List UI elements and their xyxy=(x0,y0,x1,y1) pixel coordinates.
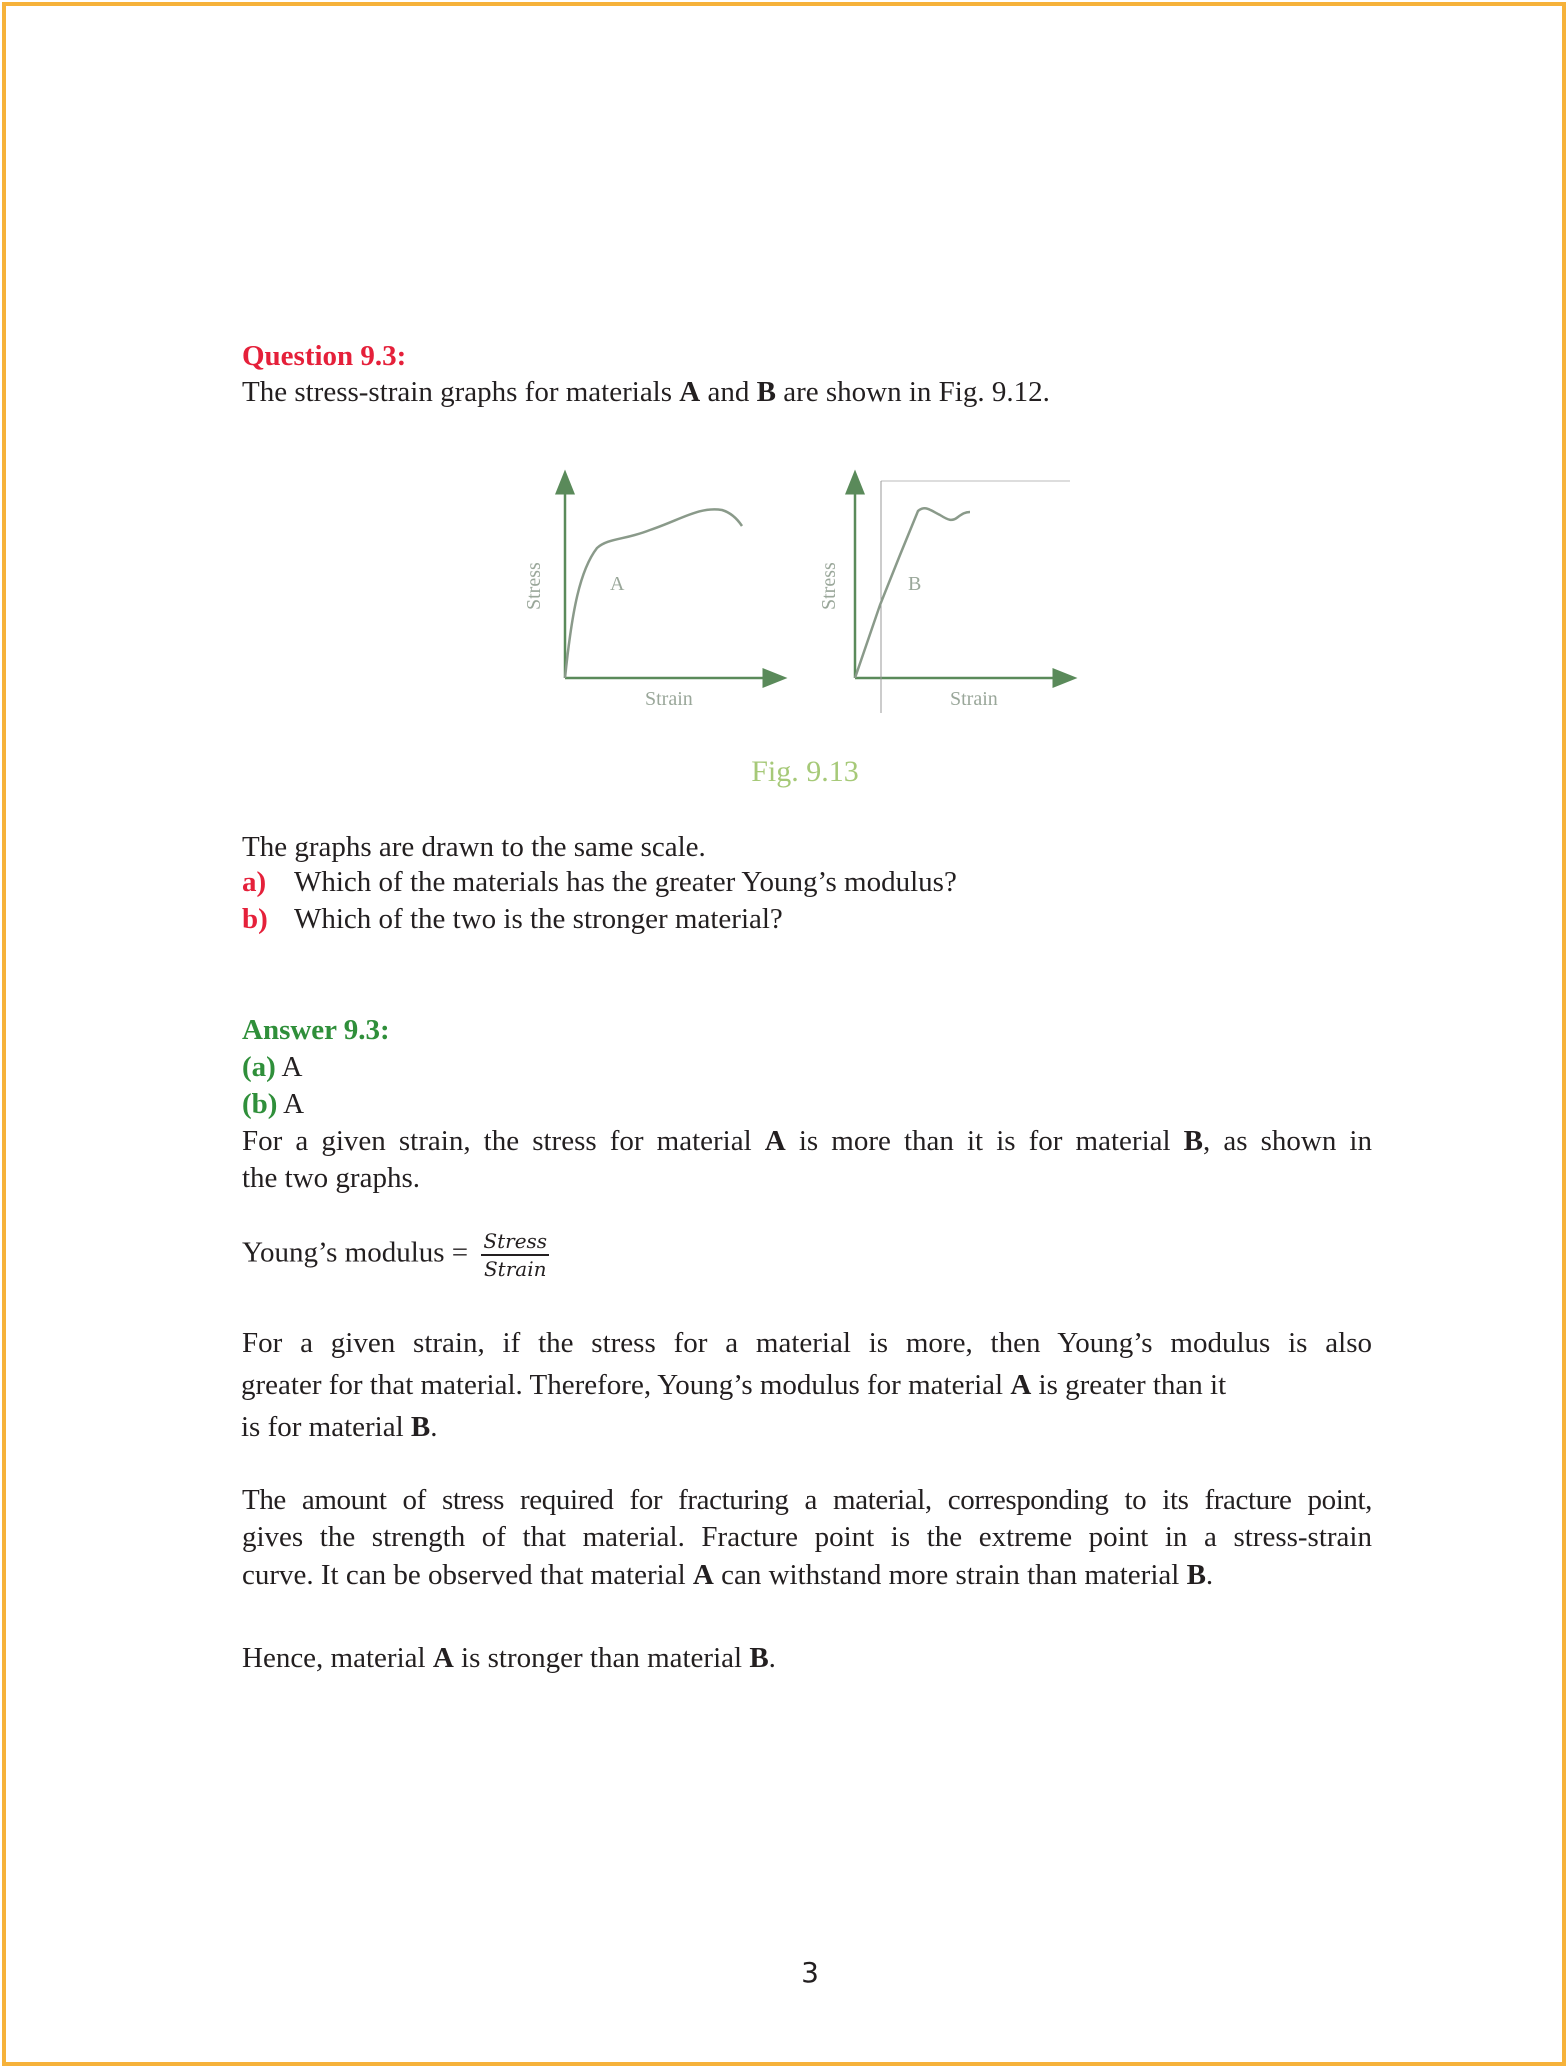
answer-paragraph-1-end: the two graphs. xyxy=(242,1162,420,1194)
answer-paragraph-2: For a given strain, if the stress for a material is more, then Young’s modulus is also xyxy=(242,1327,1372,1359)
question-part-a: a) Which of the materials has the greater Young’s modulus? xyxy=(242,866,957,898)
figure-caption: Fig. 9.13 xyxy=(751,755,859,788)
answer-paragraph-3-line2: gives the strength of that material. Fracture point is the extreme point in a stress-strain xyxy=(242,1521,1372,1553)
question-part-b: b) Which of the two is the stronger material? xyxy=(242,903,783,935)
answer-conclusion: Hence, material A is stronger than material B. xyxy=(242,1642,776,1674)
graph-a xyxy=(523,482,775,710)
graph-b xyxy=(818,481,1070,713)
y-label-a: Stress xyxy=(523,562,545,610)
curve-a xyxy=(565,509,742,678)
stress-strain-figure xyxy=(0,0,1568,760)
answer-paragraph-1: For a given strain, the stress for material A is more than it is for material B, as shown in xyxy=(242,1125,1372,1157)
y-label-b: Stress xyxy=(818,562,840,610)
answer-title: Answer 9.3: xyxy=(242,1014,390,1046)
answer-paragraph-2-line2: greater for that material. Therefore, Young’s modulus for material A is greater than it xyxy=(241,1369,1227,1401)
question-intro: The stress-strain graphs for materials A and B are shown in Fig. 9.12. xyxy=(242,376,1050,408)
answer-part-a: (a) A xyxy=(242,1051,303,1083)
curve-label-a: A xyxy=(610,573,625,595)
answer-part-b: (b) A xyxy=(242,1088,305,1120)
page-number: 3 xyxy=(801,1956,819,1989)
youngs-modulus-formula: Young’s modulus = $\frac{\text{Stress}}{\text{Strain}}$ xyxy=(242,1229,548,1281)
answer-paragraph-3: The amount of stress required for fracturing a material, corresponding to its fracture point, xyxy=(242,1484,1372,1516)
x-label-b: Strain xyxy=(950,688,998,710)
curve-label-b: B xyxy=(908,573,922,595)
x-label-a: Strain xyxy=(645,688,693,710)
scale-note: The graphs are drawn to the same scale. xyxy=(242,831,706,863)
answer-paragraph-2-line3: is for material B. xyxy=(241,1411,438,1443)
question-title: Question 9.3: xyxy=(242,340,407,372)
answer-paragraph-3-line3: curve. It can be observed that material A can withstand more strain than material B. xyxy=(242,1559,1214,1591)
